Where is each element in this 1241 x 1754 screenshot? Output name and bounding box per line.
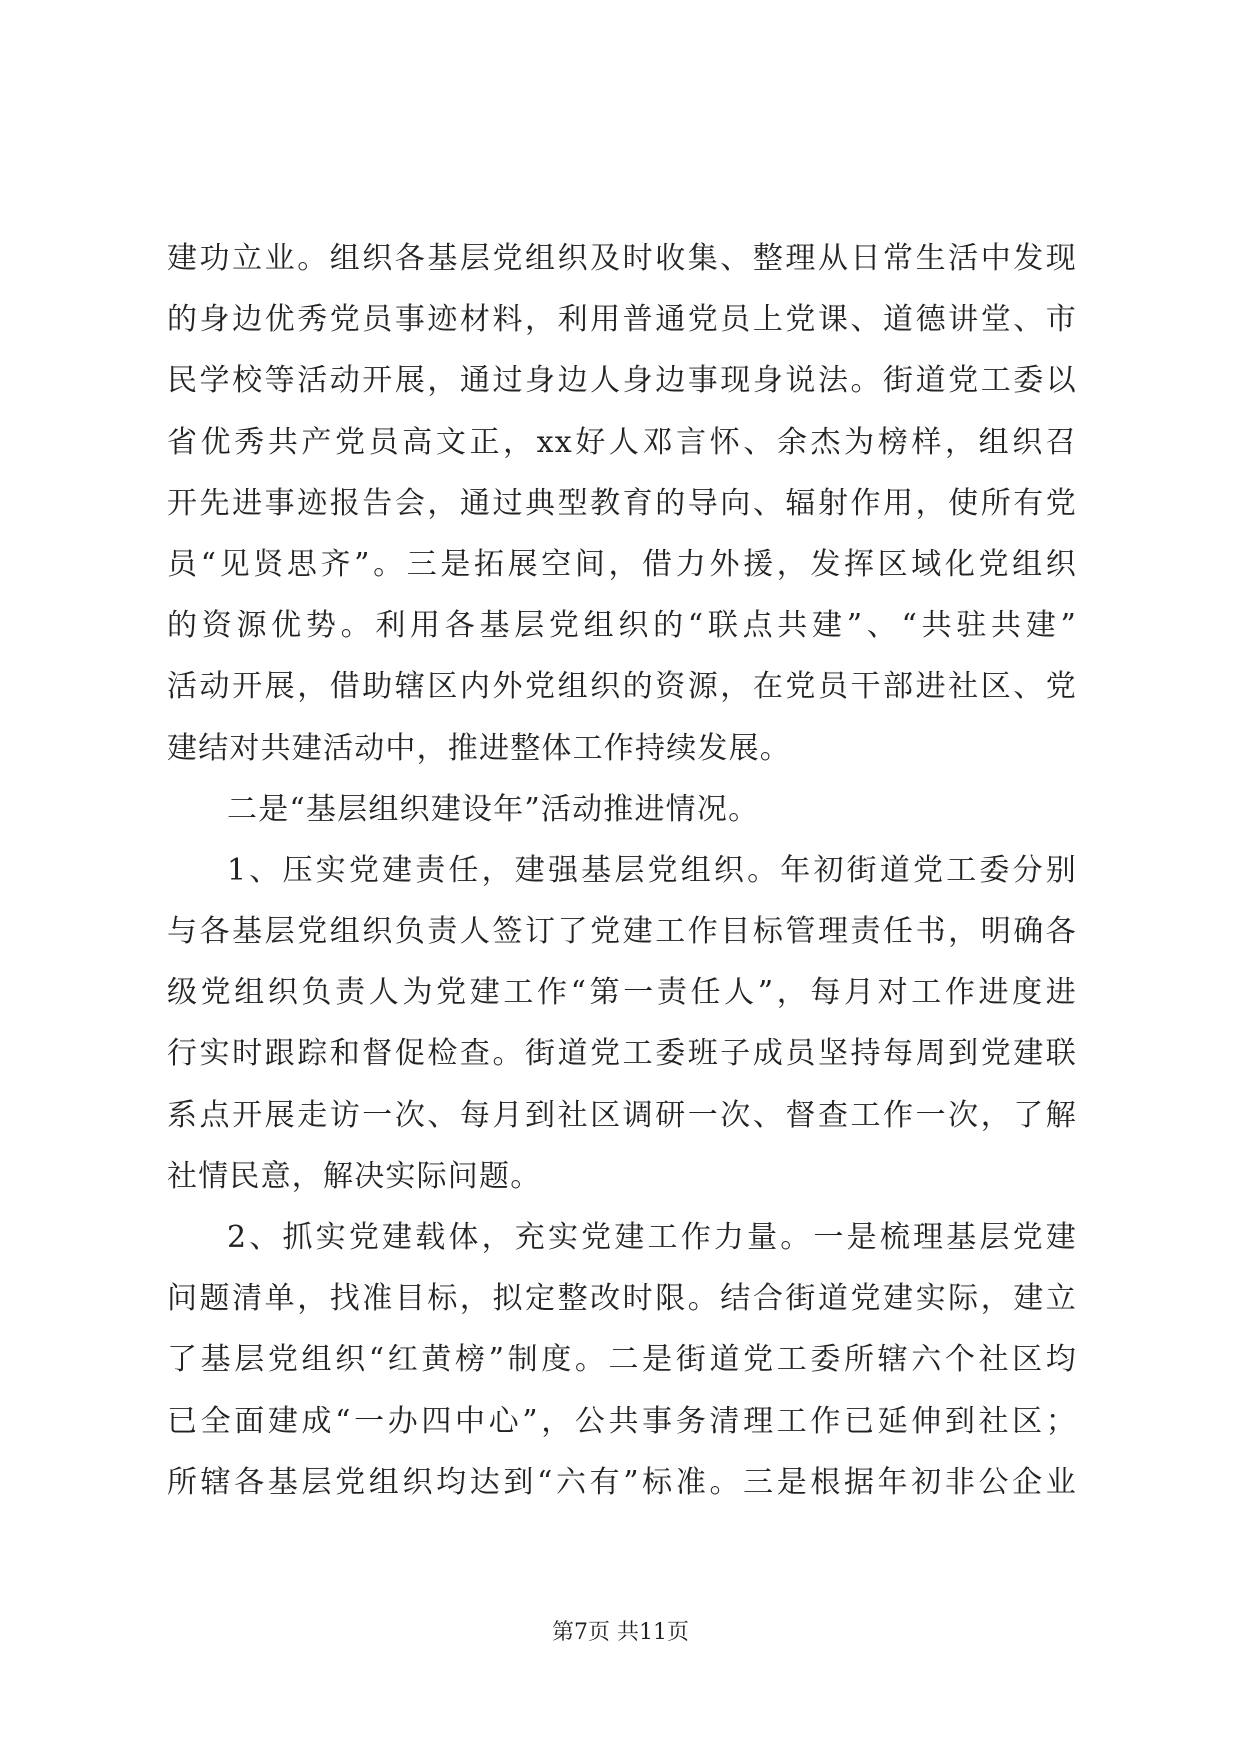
text-line: 的资源优势。利用各基层党组织的“联点共建”、“共驻共建”	[167, 608, 1077, 644]
text-line: 所辖各基层党组织均达到“六有”标准。三是根据年初非公企业	[167, 1464, 1077, 1500]
page-number-footer: 第7页 共11页	[552, 1620, 689, 1645]
section-heading: 二是“基层组织建设年”活动推进情况。	[227, 791, 760, 827]
text-line: 2、抓实党建载体，充实党建工作力量。一是梳理基层党建	[227, 1220, 1077, 1255]
text-line: 了基层党组织“红黄榜”制度。二是街道党工委所辖六个社区均	[167, 1342, 1077, 1378]
text-line: 行实时跟踪和督促检查。街道党工委班子成员坚持每周到党建联	[167, 1036, 1077, 1072]
text-line: 1、压实党建责任，建强基层党组织。年初街道党工委分别	[227, 852, 1077, 888]
text-line: 开先进事迹报告会，通过典型教育的导向、辐射作用，使所有党	[167, 485, 1077, 521]
document-body	[167, 228, 1077, 1513]
text-line: 活动开展，借助辖区内外党组织的资源，在党员干部进社区、党	[167, 669, 1077, 705]
text-line: 社情民意，解决实际问题。	[167, 1158, 542, 1194]
text-line: 建功立业。组织各基层党组织及时收集、整理从日常生活中发现	[167, 241, 1077, 276]
text-line: 问题清单，找准目标，拟定整改时限。结合街道党建实际，建立	[167, 1281, 1077, 1317]
text-line: 省优秀共产党员高文正，xx好人邓言怀、余杰为榜样，组织召	[167, 424, 1077, 460]
text-line: 建结对共建活动中，推进整体工作持续发展。	[167, 730, 791, 766]
text-line: 系点开展走访一次、每月到社区调研一次、督查工作一次，了解	[167, 1097, 1077, 1133]
text-line: 的身边优秀党员事迹材料，利用普通党员上党课、道德讲堂、市	[167, 302, 1077, 338]
text-line: 员“见贤思齐”。三是拓展空间，借力外援，发挥区域化党组织	[167, 546, 1077, 582]
text-line: 民学校等活动开展，通过身边人身边事现身说法。街道党工委以	[167, 363, 1077, 399]
text-line: 已全面建成“一办四中心”，公共事务清理工作已延伸到社区；	[167, 1403, 1077, 1439]
text-line: 级党组织负责人为党建工作“第一责任人”，每月对工作进度进	[167, 975, 1077, 1011]
text-line: 与各基层党组织负责人签订了党建工作目标管理责任书，明确各	[167, 914, 1077, 950]
